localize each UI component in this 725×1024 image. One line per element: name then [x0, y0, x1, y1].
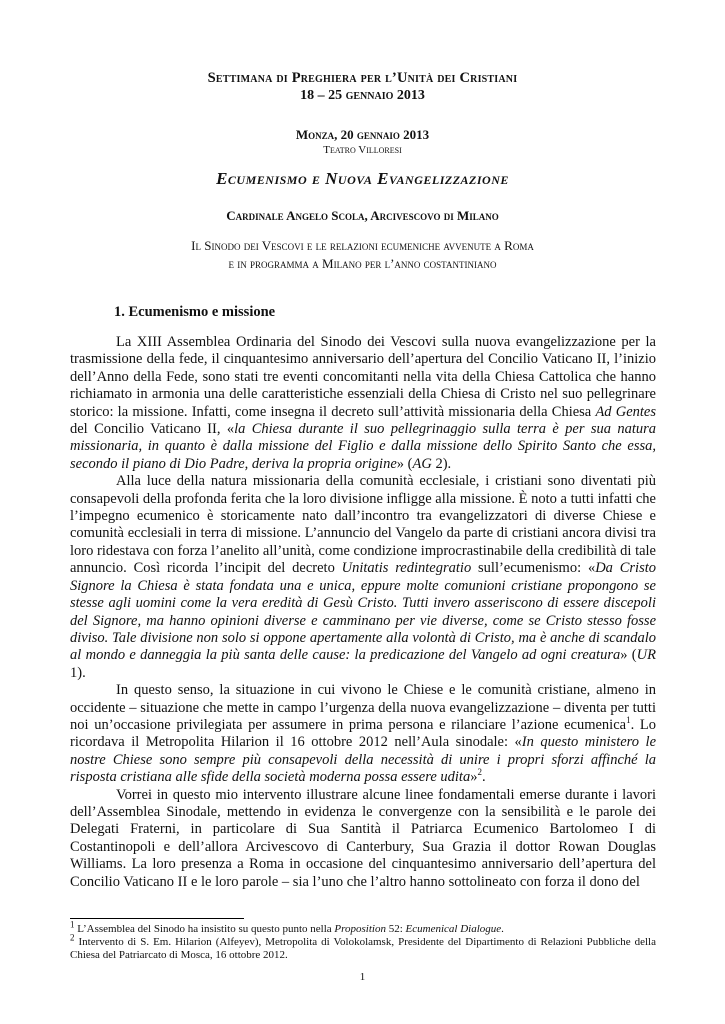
footnote-ref-1[interactable]: 1 — [626, 715, 631, 726]
footnote-2 — [70, 932, 656, 962]
footnote-ref-2[interactable]: 2 — [477, 767, 482, 778]
footnote-1-text-a: L’Assemblea del Sinodo ha insistito su questo punto nella — [74, 923, 335, 935]
footnote-1-italic-title: Ecumenical Dialogue — [405, 923, 502, 935]
document-title: Ecumenismo e Nuova Evangelizzazione — [216, 169, 509, 188]
venue: Teatro Villoresi — [323, 144, 402, 156]
p3-text-d: » — [470, 769, 478, 786]
page-number: 1 — [359, 971, 366, 983]
place-date: Monza, 20 gennaio 2013 — [295, 127, 430, 142]
author-line: Cardinale Angelo Scola, Arcivescovo di Milano — [226, 208, 499, 223]
footnote-1-text-c: 52: — [385, 923, 406, 935]
p2-text-e: » ( — [620, 647, 637, 664]
p3-quote: In questo ministero le nostre Chiese sono sempre più consapevoli della necessità di unire i propri sforzi affinché la risposta cristiana alle sfide della società moderna possa essere udita — [70, 734, 657, 786]
subtitle-line-1: Il Sinodo dei Vescovi e le relazioni ecumeniche avvenute a Roma — [191, 238, 534, 253]
p3-text-a: In questo senso, la situazione in cui vivono le Chiese e le comunità cristiane, almeno in occidente – situazione che mette in campo l’urgenza della nuova evangelizzazione – diventa per tutti noi un’occasione privilegiata per assumere in prima persona e rilanciare l’azione ecumenica — [70, 682, 656, 733]
footnote-2-number: 2 — [70, 932, 75, 943]
footnote-1 — [70, 919, 656, 936]
paragraph-4: Vorrei in questo mio intervento illustrare alcune linee fondamentali emerse durante i lavori dell’Assemblea Sinodale, mettendo in evidenza le convergenze con la sensibilità e le parole dei Delegati Fraterni, in particolare di Sua Santità il Patriarca Ecumenico Bartolomeo I di Costantinopoli e dell’allora Arcivescovo di Canterbury, Sua Grazia il dottor Rowan Douglas Williams. La loro presenza a Roma in occasione del cinquantesimo anniversario dell’apertura del Concilio Vaticano II e le loro parole – sia l’uno che l’altro hanno sottolineato con forza il dono del — [70, 786, 656, 890]
event-title: Settimana di Preghiera per l’Unità dei Cristiani — [207, 70, 518, 86]
p2-quote: Da Cristo Signore la Chiesa è stata fondata una e unica, eppure molte comunioni cristiane propongono se stesse agli uomini come la vera eredità di Gesù Cristo. Tutti invero asseriscono di essere discepoli del Signore, ma hanno opinioni diverse e camminano per vie diverse, come se Cristo stesso fosse diviso. Tale divisione non solo si oppone apertamente alla volontà di Cristo, ma è anche di scandalo al mondo e danneggia la più santa delle cause: la predicazione del Vangelo ad ogni creatura — [70, 560, 657, 664]
footnote-1-text-e: . — [501, 923, 504, 935]
p1-italic-ad-gentes: Ad Gentes — [595, 403, 656, 420]
p2-text-a: Alla luce della natura missionaria della comunità ecclesiale, i cristiani sono diventati più consapevoli della profonda ferita che la loro divisione infligge alla missione. È noto a tutti infatti che l’impegno ecumenico è storicamente nato dall’incontro tra evangelizzatori di diverse Chiese e comunità ecclesiali in terra di missione. L’annuncio del Vangelo da parte di cristiani ancora divisi tra loro ridestava con forza l’anelito all’unità, come condizione improcrastinabile della credibilità di tale annuncio. Così ricorda l’incipit del decreto — [70, 473, 656, 577]
p1-text-c: del Concilio Vaticano II, « — [70, 421, 235, 438]
footnote-2-text: Intervento di S. Em. Hilarion (Alfeyev), Metropolita di Volokolamsk, Presidente del Dipartimento di Relazioni Pubbliche della Chiesa del Patriarcato di Mosca, 16 ottobre 2012. — [70, 936, 656, 961]
footnote-1-number: 1 — [70, 919, 75, 930]
p2-ref: UR — [636, 647, 656, 664]
footnote-separator — [70, 918, 244, 919]
footnotes — [70, 919, 656, 962]
section-heading: 1. Ecumenismo e missione — [114, 304, 276, 320]
subtitle-line-2: e in programma a Milano per l’anno costantiniano — [228, 256, 497, 271]
p1-quote: la Chiesa durante il suo pellegrinaggio sulla terra è per sua natura missionaria, in quanto è dalla missione del Figlio e dalla missione dello Spirito Santo che essa, secondo il piano di Dio Padre, deriva la propria origine — [70, 421, 656, 472]
p1-text-g: 2). — [431, 455, 452, 472]
body-text — [70, 334, 656, 891]
p2-text-c: sull’ecumenismo: « — [471, 560, 596, 577]
paragraph-1 — [70, 334, 656, 473]
p2-text-g: 1). — [70, 664, 86, 681]
p1-text-a: La XIII Assemblea Ordinaria del Sinodo dei Vescovi sulla nuova evangelizzazione per la trasmissione della fede, il cinquantesimo anniversario dell’apertura del Concilio Vaticano II, l’inizio dell’Anno della Fede, sono stati tre eventi concomitanti nella vita della Chiesa Cattolica che hanno richiamato in armonia una delle caratteristiche essenziali della Chiesa di Cristo nel suo pellegrinare storico: la missione. Infatti, come insegna il decreto sull’attività missionaria della Chiesa — [70, 334, 656, 420]
p3-text-b: . Lo ricordava il Metropolita Hilarion il 16 ottobre 2012 nell’Aula sinodale: « — [70, 716, 657, 751]
p2-italic-decree: Unitatis redintegratio — [341, 560, 472, 577]
paragraph-2 — [70, 473, 656, 682]
footnote-1-italic-proposition: Proposition — [334, 923, 386, 935]
paragraph-3 — [70, 682, 656, 786]
event-dates: 18 – 25 gennaio 2013 — [300, 88, 425, 103]
p1-text-e: » ( — [396, 455, 413, 472]
p1-ref: AG — [412, 455, 432, 472]
p3-text-e: . — [481, 769, 486, 786]
